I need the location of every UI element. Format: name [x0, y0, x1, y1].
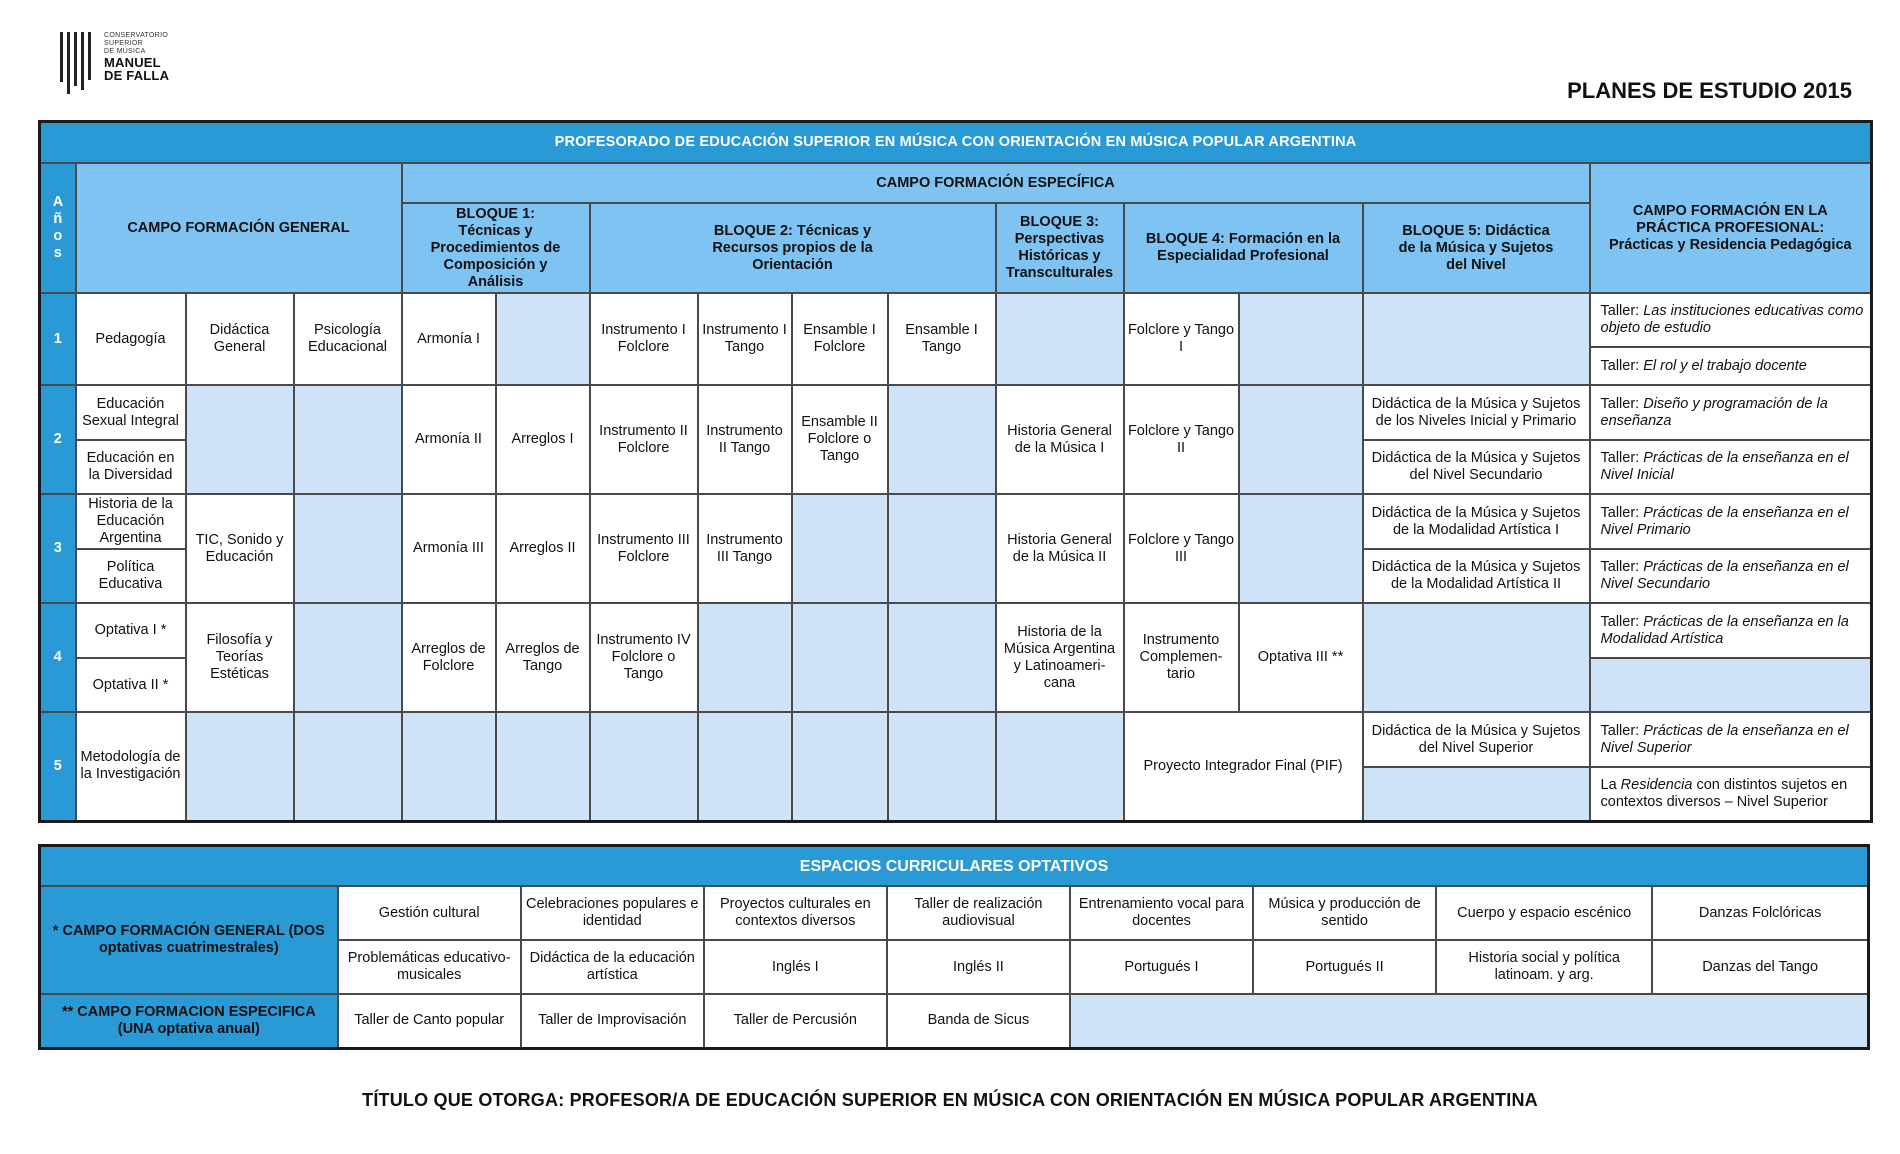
subject-cell: Psicología Educacional [294, 293, 402, 385]
empty-cell [792, 494, 888, 603]
taller-cell: Taller: El rol y el trabajo docente [1590, 347, 1872, 385]
empty-cell [1239, 494, 1363, 603]
taller-cell: Taller: Prácticas de la enseñanza en la Modalidad Artística [1590, 603, 1872, 658]
bloque1-header: BLOQUE 1: Técnicas y Procedimientos de Composición y Análisis [402, 203, 590, 293]
campo-especifica-header: CAMPO FORMACIÓN ESPECÍFICA [402, 163, 1590, 203]
campo-general-header: CAMPO FORMACIÓN GENERAL [76, 163, 402, 293]
subject-cell: Arreglos I [496, 385, 590, 494]
optional-cell: Problemáticas educativo-musicales [338, 940, 521, 994]
logo-text: CONSERVATORIO SUPERIOR DE MÚSICA MANUEL DE FALLA [104, 32, 170, 83]
subject-cell: Instrumento II Tango [698, 385, 792, 494]
optional-spaces-table [38, 844, 1870, 1050]
subject-cell: Instrumento Complemen-tario [1124, 603, 1239, 712]
year-2-label: 2 [40, 385, 76, 494]
year-4-label: 4 [40, 603, 76, 712]
subject-cell: Armonía II [402, 385, 496, 494]
empty-cell [294, 603, 402, 712]
subject-cell: Didáctica de la Música y Sujetos del Nivel Superior [1363, 712, 1590, 767]
optional-cell: Portugués II [1253, 940, 1436, 994]
subject-cell: Didáctica General [186, 293, 294, 385]
optional-cell: Taller de Canto popular [338, 994, 521, 1048]
degree-title: TÍTULO QUE OTORGA: PROFESOR/A DE EDUCACIÓN SUPERIOR EN MÚSICA CON ORIENTACIÓN EN MÚSICA POPULAR ARGENTINA [362, 1090, 1538, 1110]
subject-cell: Optativa I * [76, 603, 186, 658]
year-5-label: 5 [40, 712, 76, 821]
empty-cell [590, 712, 698, 821]
empty-cell [698, 603, 792, 712]
empty-cell [888, 494, 996, 603]
bloque5-header: BLOQUE 5: Didáctica de la Música y Sujetos del Nivel [1363, 203, 1590, 293]
subject-cell: Armonía I [402, 293, 496, 385]
subject-cell: Arreglos de Tango [496, 603, 590, 712]
subject-cell: Historia General de la Música II [996, 494, 1124, 603]
empty-cell [1363, 767, 1590, 821]
optional-cell: Gestión cultural [338, 886, 521, 940]
subject-cell: Instrumento IV Folclore o Tango [590, 603, 698, 712]
subject-cell: Ensamble II Folclore o Tango [792, 385, 888, 494]
subject-cell: Didáctica de la Música y Sujetos de la Modalidad Artística I [1363, 494, 1590, 549]
taller-cell: Taller: Las instituciones educativas como objeto de estudio [1590, 293, 1872, 347]
subject-cell: Política Educativa [76, 549, 186, 603]
empty-cell [402, 712, 496, 821]
optional-title: ESPACIOS CURRICULARES OPTATIVOS [40, 846, 1869, 887]
taller-cell: Taller: Diseño y programación de la enseñanza [1590, 385, 1872, 440]
piano-keys-icon [60, 32, 96, 94]
optional-cell: Cuerpo y espacio escénico [1436, 886, 1652, 940]
subject-cell: Optativa III ** [1239, 603, 1363, 712]
year-1-label: 1 [40, 293, 76, 385]
subject-cell: Instrumento I Tango [698, 293, 792, 385]
taller-cell: Taller: Prácticas de la enseñanza en el Nivel Superior [1590, 712, 1872, 767]
subject-cell: Arreglos de Folclore [402, 603, 496, 712]
subject-cell: Educación en la Diversidad [76, 440, 186, 494]
empty-cell [1239, 293, 1363, 385]
empty-cell [294, 385, 402, 494]
bloque4-header: BLOQUE 4: Formación en la Especialidad Profesional [1124, 203, 1363, 293]
optional-cell: Taller de Improvisación [521, 994, 704, 1048]
empty-cell [496, 293, 590, 385]
empty-cell [186, 712, 294, 821]
empty-cell [186, 385, 294, 494]
subject-cell: Folclore y Tango III [1124, 494, 1239, 603]
empty-cell [792, 603, 888, 712]
subject-cell: TIC, Sonido y Educación [186, 494, 294, 603]
optional-cell: Danzas del Tango [1652, 940, 1868, 994]
subject-cell: Ensamble I Folclore [792, 293, 888, 385]
empty-cell [888, 603, 996, 712]
subject-cell: Folclore y Tango I [1124, 293, 1239, 385]
subject-cell: Ensamble I Tango [888, 293, 996, 385]
optional-cell: Taller de Percusión [704, 994, 887, 1048]
optional-cell: Inglés I [704, 940, 887, 994]
subject-cell: Instrumento II Folclore [590, 385, 698, 494]
empty-cell [996, 712, 1124, 821]
optional-cell: Banda de Sicus [887, 994, 1070, 1048]
optional-cell: Taller de realización audiovisual [887, 886, 1070, 940]
subject-cell: Historia General de la Música I [996, 385, 1124, 494]
bloque2-header: BLOQUE 2: Técnicas y Recursos propios de la Orientación [590, 203, 996, 293]
subject-cell: Armonía III [402, 494, 496, 603]
years-header: Años [40, 163, 76, 293]
empty-cell [698, 712, 792, 821]
optional-cell: Entrenamiento vocal para docentes [1070, 886, 1253, 940]
subject-cell: Historia de la Música Argentina y Latinoameri-cana [996, 603, 1124, 712]
optional-cell: Portugués I [1070, 940, 1253, 994]
optional-cell: Didáctica de la educación artística [521, 940, 704, 994]
program-title: PROFESORADO DE EDUCACIÓN SUPERIOR EN MÚSICA CON ORIENTACIÓN EN MÚSICA POPULAR ARGENTINA [40, 122, 1872, 164]
subject-cell: Historia de la Educación Argentina [76, 494, 186, 549]
subject-cell: Pedagogía [76, 293, 186, 385]
subject-cell: Educación Sexual Integral [76, 385, 186, 440]
year-3-label: 3 [40, 494, 76, 603]
subject-cell: Optativa II * [76, 658, 186, 712]
subject-cell: Arreglos II [496, 494, 590, 603]
empty-cell [888, 385, 996, 494]
empty-cell [1363, 293, 1590, 385]
conservatory-logo [60, 32, 190, 98]
curriculum-table [38, 120, 1873, 823]
subject-cell: Didáctica de la Música y Sujetos de la Modalidad Artística II [1363, 549, 1590, 603]
bloque3-header: BLOQUE 3: Perspectivas Históricas y Transculturales [996, 203, 1124, 293]
subject-cell: Instrumento I Folclore [590, 293, 698, 385]
empty-cell [888, 712, 996, 821]
empty-cell [1239, 385, 1363, 494]
subject-cell: Didáctica de la Música y Sujetos del Nivel Secundario [1363, 440, 1590, 494]
optional-cell: Danzas Folclóricas [1652, 886, 1868, 940]
subject-cell: Didáctica de la Música y Sujetos de los Niveles Inicial y Primario [1363, 385, 1590, 440]
subject-cell: Instrumento III Tango [698, 494, 792, 603]
optional-general-label: * CAMPO FORMACIÓN GENERAL (DOS optativas cuatrimestrales) [40, 886, 338, 994]
taller-cell: Taller: Prácticas de la enseñanza en el Nivel Secundario [1590, 549, 1872, 603]
empty-cell [1590, 658, 1872, 712]
empty-cell [1070, 994, 1869, 1048]
empty-cell [294, 712, 402, 821]
optional-cell: Inglés II [887, 940, 1070, 994]
optional-cell: Celebraciones populares e identidad [521, 886, 704, 940]
taller-cell: Taller: Prácticas de la enseñanza en el Nivel Inicial [1590, 440, 1872, 494]
optional-cell: Música y producción de sentido [1253, 886, 1436, 940]
empty-cell [496, 712, 590, 821]
empty-cell [294, 494, 402, 603]
empty-cell [792, 712, 888, 821]
optional-especifica-label: ** CAMPO FORMACION ESPECIFICA (UNA optativa anual) [40, 994, 338, 1048]
subject-cell: Folclore y Tango II [1124, 385, 1239, 494]
empty-cell [996, 293, 1124, 385]
campo-practica-header: CAMPO FORMACIÓN EN LA PRÁCTICA PROFESIONAL: Prácticas y Residencia Pedagógica [1590, 163, 1872, 293]
residencia-cell: La Residencia con distintos sujetos en contextos diversos – Nivel Superior [1590, 767, 1872, 821]
empty-cell [1363, 603, 1590, 712]
subject-cell: Proyecto Integrador Final (PIF) [1124, 712, 1363, 821]
plan-title: PLANES DE ESTUDIO 2015 [1567, 78, 1852, 103]
subject-cell: Metodología de la Investigación [76, 712, 186, 821]
subject-cell: Instrumento III Folclore [590, 494, 698, 603]
taller-cell: Taller: Prácticas de la enseñanza en el Nivel Primario [1590, 494, 1872, 549]
subject-cell: Filosofía y Teorías Estéticas [186, 603, 294, 712]
optional-cell: Historia social y política latinoam. y arg. [1436, 940, 1652, 994]
optional-cell: Proyectos culturales en contextos diversos [704, 886, 887, 940]
